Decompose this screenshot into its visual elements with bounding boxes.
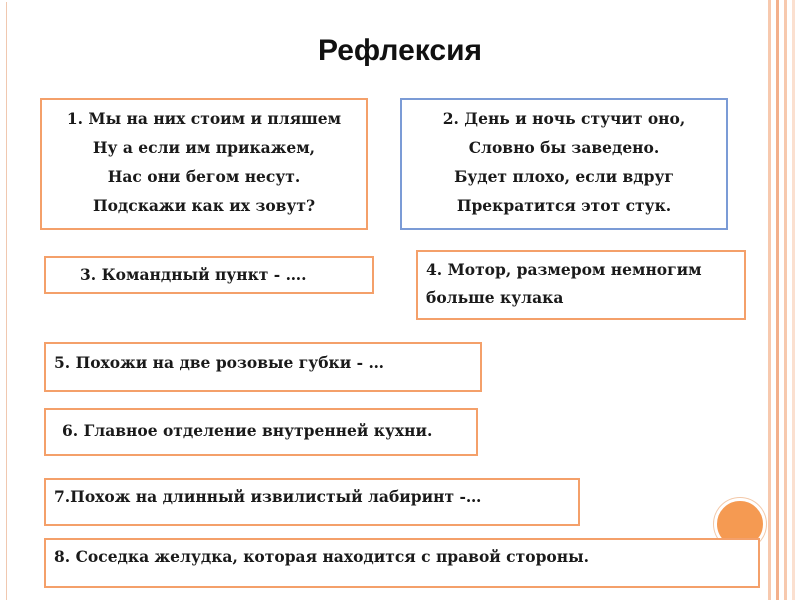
riddle-1-line-1: 1. Мы на них стоим и пляшем xyxy=(66,109,342,128)
riddle-5-line-1: 5. Похожи на две розовые губки - … xyxy=(54,353,384,372)
riddle-box-1 xyxy=(40,98,368,230)
riddle-1-line-3: Нас они бегом несут. xyxy=(107,167,301,186)
riddle-box-4 xyxy=(416,250,746,320)
riddle-box-5 xyxy=(44,342,482,392)
riddle-box-6 xyxy=(44,408,478,456)
riddle-2-line-4: Прекратится этот стук. xyxy=(456,196,672,215)
riddle-2-line-1: 2. День и ночь стучит оно, xyxy=(442,109,686,128)
riddle-4-line-1: 4. Мотор, размером немногим xyxy=(426,260,702,279)
riddle-2-line-3: Будет плохо, если вдруг xyxy=(454,167,674,186)
riddle-8-line-1: 8. Соседка желудка, которая находится с правой стороны. xyxy=(54,547,590,566)
decor-stripe-3 xyxy=(784,0,787,600)
riddle-7-line-1: 7.Похож на длинный извилистый лабиринт -… xyxy=(54,487,482,506)
decor-stripe-4 xyxy=(792,0,795,600)
riddle-box-7 xyxy=(44,478,580,526)
riddle-box-8 xyxy=(44,538,760,588)
riddle-4-line-2: больше кулака xyxy=(426,288,564,307)
riddle-6-line-1: 6. Главное отделение внутренней кухни. xyxy=(62,421,433,440)
riddle-1-line-4: Подскажи как их зовут? xyxy=(92,196,316,215)
riddle-2-line-2: Словно бы заведено. xyxy=(468,138,660,157)
riddle-1-line-2: Ну а если им прикажем, xyxy=(92,138,316,157)
slide-title: Рефлексия xyxy=(317,34,483,67)
riddle-3-line-1: 3. Командный пункт - …. xyxy=(80,265,307,284)
riddle-box-3 xyxy=(44,256,374,294)
decor-stripe-2 xyxy=(776,0,779,600)
decor-stripe-1 xyxy=(768,0,771,600)
riddle-box-2 xyxy=(400,98,728,230)
